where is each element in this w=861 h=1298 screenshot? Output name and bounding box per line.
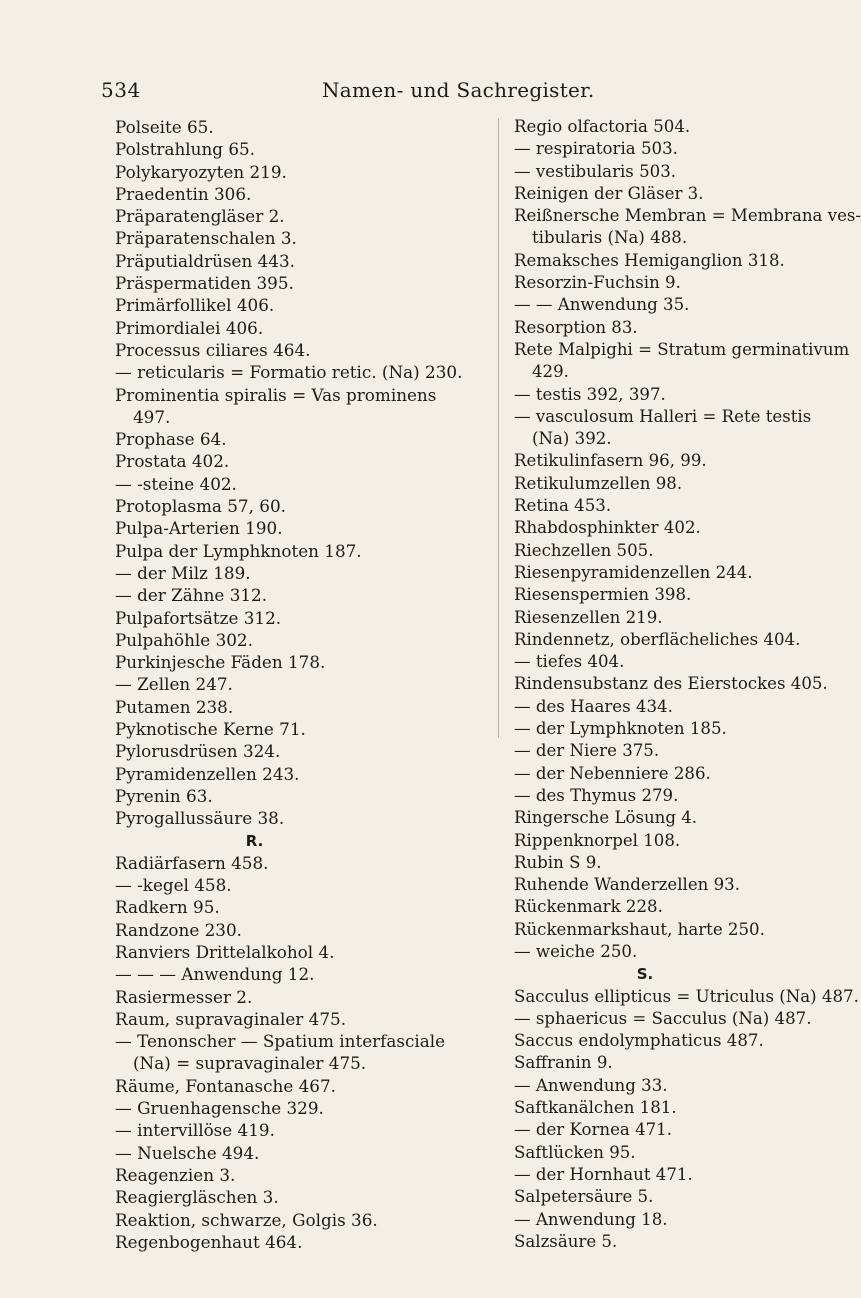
index-entry: Saftlücken 95. (514, 1142, 636, 1162)
index-entry: Reaktion, schwarze, Golgis 36. (115, 1209, 378, 1230)
index-entry: Rindensubstanz des Eierstockes 405. (514, 674, 828, 694)
index-entry-continuation: (Na) = supravaginaler 475. (133, 1053, 367, 1074)
index-entry: Radkern 95. (115, 897, 220, 918)
index-entry: Processus ciliares 464. (115, 339, 311, 360)
index-entry: Rückenmarkshaut, harte 250. (514, 919, 765, 939)
index-entry: — weiche 250. (514, 941, 638, 961)
index-entry: Pulpa der Lymphknoten 187. (115, 540, 362, 561)
index-entry: Riesenspermien 398. (514, 585, 692, 605)
index-entry: — Tenonscher — Spatium interfasciale (115, 1031, 446, 1052)
index-entry: Retina 453. (514, 496, 612, 516)
index-entry: Prominentia spiralis = Vas prominens (115, 384, 437, 405)
index-entry: Putamen 238. (115, 696, 234, 717)
index-entry: Pulpafortsätze 312. (115, 607, 282, 628)
index-entry: Reinigen der Gläser 3. (514, 183, 704, 203)
index-entry: Polstrahlung 65. (115, 139, 256, 160)
index-entry: — vasculosum Halleri = Rete testis (514, 406, 812, 426)
index-entry: Prophase 64. (115, 429, 227, 450)
index-entry-continuation: (Na) 392. (532, 429, 612, 449)
index-entry: Pyrenin 63. (115, 785, 213, 806)
index-entry: Riesenpyramidenzellen 244. (514, 562, 753, 582)
index-entry: — des Haares 434. (514, 696, 673, 716)
index-entry: — der Milz 189. (115, 562, 251, 583)
index-entry: Resorption 83. (514, 317, 638, 337)
index-entry: Prostata 402. (115, 451, 230, 472)
index-entry: Ringersche Lösung 4. (514, 808, 698, 828)
index-entry: Präspermatiden 395. (115, 273, 294, 294)
index-entry: — vestibularis 503. (514, 161, 677, 181)
index-entry: Pulpahöhle 302. (115, 629, 253, 650)
index-entry: Rippenknorpel 108. (514, 830, 681, 850)
index-entry: Rhabdosphinkter 402. (514, 518, 701, 538)
index-entry: Ruhende Wanderzellen 93. (514, 875, 741, 895)
index-entry-continuation: tibularis (Na) 488. (532, 228, 688, 248)
index-entry: Raum, supravaginaler 475. (115, 1008, 347, 1029)
index-entry: — der Lymphknoten 185. (514, 719, 727, 739)
index-entry: Rindennetz, oberflächeliches 404. (514, 629, 801, 649)
index-column-left (115, 116, 510, 1253)
index-entry: Räume, Fontanasche 467. (115, 1075, 336, 1096)
index-entry: Riechzellen 505. (514, 540, 654, 560)
page-header (0, 78, 801, 108)
index-entry: — — Anwendung 35. (514, 295, 690, 315)
index-entry: — Anwendung 18. (514, 1209, 668, 1229)
index-entry: Radiärfasern 458. (115, 852, 269, 873)
index-entry: Salpetersäure 5. (514, 1187, 654, 1207)
section-letter: S. (636, 965, 654, 984)
index-entry: — testis 392, 397. (514, 384, 666, 404)
index-entry: Ranviers Drittelalkohol 4. (115, 941, 335, 962)
page-number: 534 (101, 78, 141, 102)
index-entry: Polykaryozyten 219. (115, 161, 287, 182)
index-entry: Präparatengläser 2. (115, 206, 285, 227)
index-entry: Pyknotische Kerne 71. (115, 719, 306, 740)
index-entry: Präputialdrüsen 443. (115, 250, 295, 271)
index-entry: Rete Malpighi = Stratum germinativum (514, 339, 850, 359)
index-entry: — Gruenhagensche 329. (115, 1098, 324, 1119)
index-entry: — des Thymus 279. (514, 785, 679, 805)
index-entry: Saccus endolymphaticus 487. (514, 1031, 764, 1051)
index-entry: Primärfollikel 406. (115, 295, 275, 316)
index-entry: Präparatenschalen 3. (115, 228, 297, 249)
index-entry: — -steine 402. (115, 473, 237, 494)
index-entry: Purkinjesche Fäden 178. (115, 652, 326, 673)
index-entry: — -kegel 458. (115, 875, 232, 896)
index-entry: — der Nebenniere 286. (514, 763, 711, 783)
index-entry: Pyrogallussäure 38. (115, 808, 285, 829)
index-entry: — Zellen 247. (115, 674, 233, 695)
index-entry: — der Hornhaut 471. (514, 1164, 693, 1184)
index-entry: Regenbogenhaut 464. (115, 1231, 303, 1252)
index-entry-continuation: 429. (532, 362, 569, 382)
index-entry: Polseite 65. (115, 117, 214, 137)
index-entry: — intervillöse 419. (115, 1120, 275, 1141)
index-entry: Saftkanälchen 181. (514, 1098, 677, 1118)
index-entry: Rasiermesser 2. (115, 986, 253, 1007)
index-entry: Sacculus ellipticus = Utriculus (Na) 487. (514, 986, 859, 1006)
index-entry: — der Niere 375. (514, 741, 660, 761)
index-entry: Protoplasma 57, 60. (115, 496, 286, 517)
index-entry: — Anwendung 33. (514, 1075, 668, 1095)
section-letter: R. (245, 831, 264, 850)
index-entry: Riesenzellen 219. (514, 607, 663, 627)
index-entry: Retikulinfasern 96, 99. (514, 451, 707, 471)
index-entry: Remaksches Hemiganglion 318. (514, 250, 785, 270)
index-entry: — der Kornea 471. (514, 1120, 673, 1140)
index-entry: Saffranin 9. (514, 1053, 613, 1073)
index-entry: Reagiergläschen 3. (115, 1187, 279, 1208)
index-entry: Rückenmark 228. (514, 897, 663, 917)
index-entry: — tiefes 404. (514, 652, 625, 672)
index-entry: — Nuelsche 494. (115, 1142, 260, 1163)
running-title: Namen- und Sachregister. (322, 78, 595, 102)
index-entry: Salzsäure 5. (514, 1231, 618, 1251)
index-column-right (514, 116, 861, 1253)
index-entry: Retikulumzellen 98. (514, 473, 683, 493)
index-entry: Primordialei 406. (115, 317, 264, 338)
index-entry: Praedentin 306. (115, 183, 252, 204)
index-entry-continuation: 497. (133, 406, 171, 427)
index-entry: Regio olfactoria 504. (514, 117, 691, 136)
index-entry: Resorzin-Fuchsin 9. (514, 273, 681, 293)
index-entry: Pyramidenzellen 243. (115, 763, 300, 784)
index-entry: Randzone 230. (115, 919, 242, 940)
index-entry: Reißnersche Membran = Membrana ves- (514, 206, 861, 226)
index-entry: — respiratoria 503. (514, 139, 678, 159)
index-entry: — reticularis = Formatio retic. (Na) 230. (115, 362, 463, 383)
index-entry: — sphaericus = Sacculus (Na) 487. (514, 1008, 812, 1028)
index-entry: — der Zähne 312. (115, 585, 268, 606)
index-entry: Pylorusdrüsen 324. (115, 741, 281, 762)
index-entry: — — — Anwendung 12. (115, 964, 315, 985)
index-entry: Reagenzien 3. (115, 1164, 236, 1185)
index-entry: Pulpa-Arterien 190. (115, 518, 283, 539)
index-entry: Rubin S 9. (514, 852, 602, 872)
